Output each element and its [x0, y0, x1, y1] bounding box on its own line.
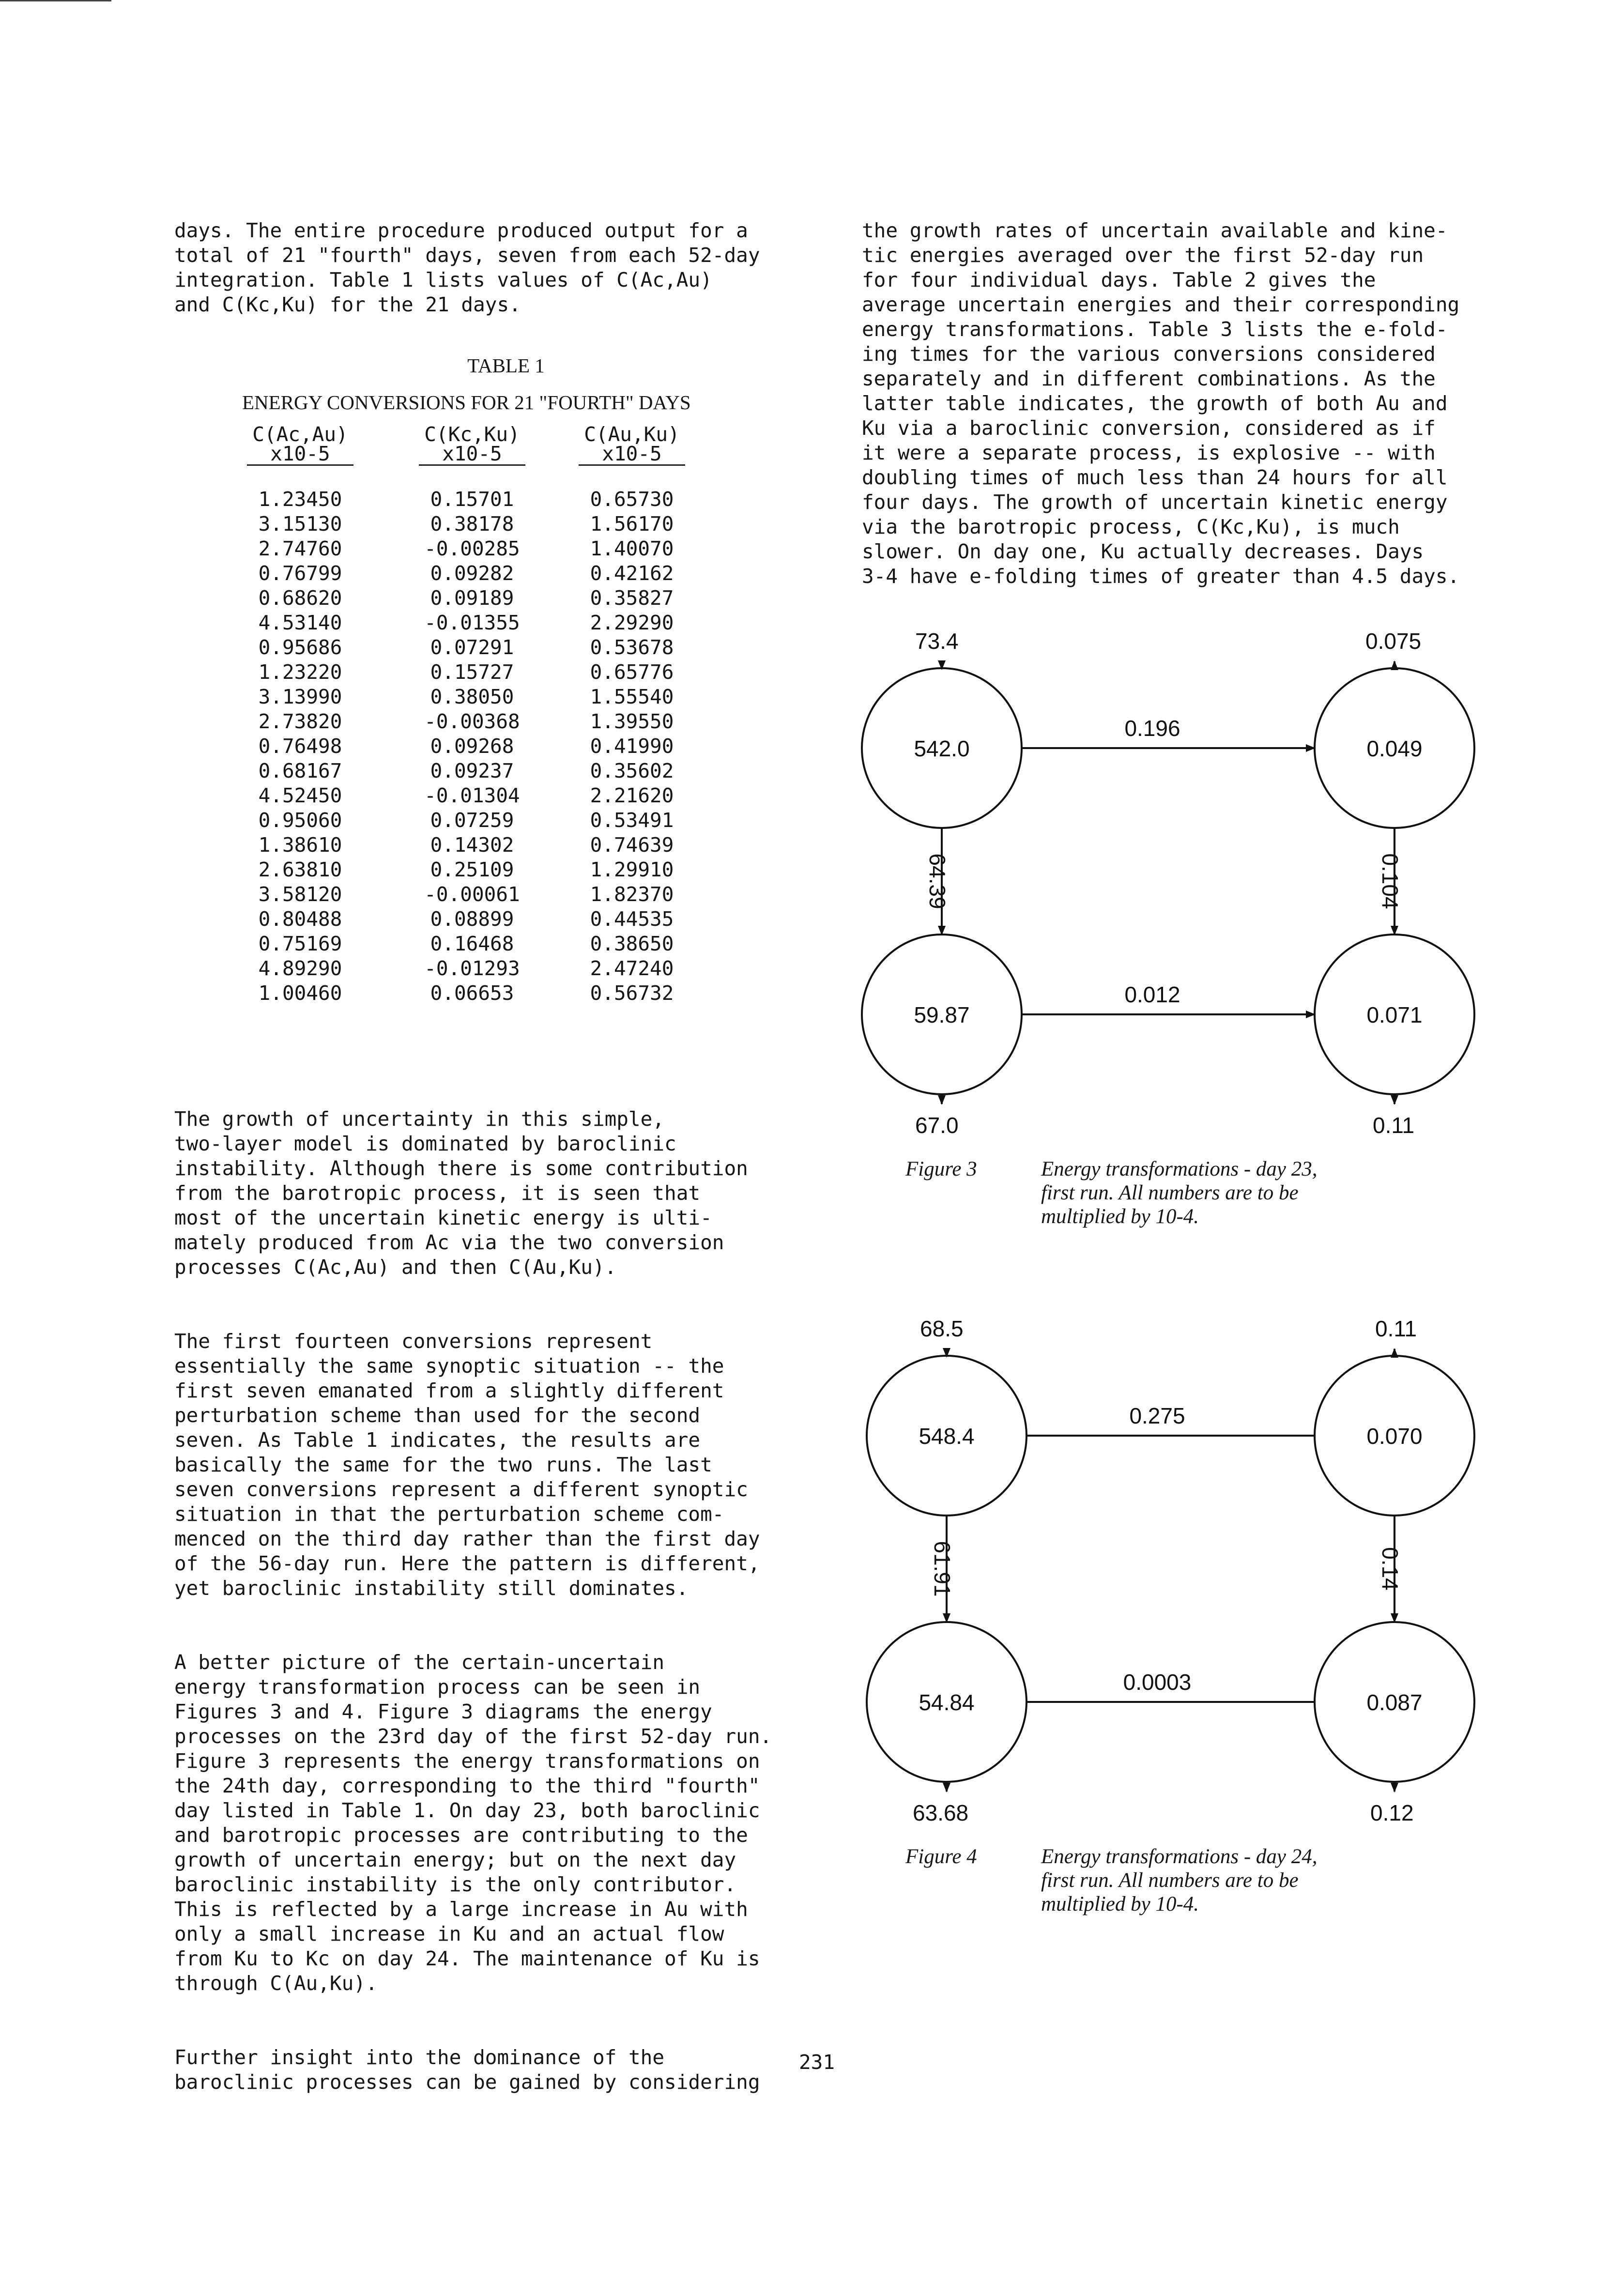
column-scale: x10-5 — [602, 442, 662, 465]
table-cell: 2.29290 — [590, 611, 674, 634]
figure-3 — [857, 620, 1486, 1264]
table-cell: 0.53678 — [590, 636, 674, 659]
table-cell: 0.09189 — [430, 586, 514, 610]
left-paragraph-1: days. The entire procedure produced output for a total of 21 "fourth" days, seven from each 52-day integration. Table 1 lists values of C(Ac,Au) and C(Kc,Ku) for the 21 days. — [174, 219, 760, 316]
left-conversion-value: 61.91 — [930, 1541, 955, 1597]
table-column-auku — [579, 425, 685, 1006]
table-cell: 0.07291 — [430, 636, 514, 659]
table-cell: 2.47240 — [590, 957, 674, 980]
table-cell: 0.25109 — [430, 858, 514, 881]
table-cell: 0.76498 — [258, 735, 342, 758]
table-cell: 0.09268 — [430, 735, 514, 758]
table-cell: 0.16468 — [430, 932, 514, 955]
table-cell: 0.38050 — [430, 685, 514, 708]
table-caption: TABLE 1 — [467, 354, 545, 377]
table-cell: 1.00460 — [258, 981, 342, 1005]
table-cell: 0.53491 — [590, 809, 674, 832]
figure-4-label: Figure 4 — [905, 1845, 977, 1868]
table-cell: 0.06653 — [430, 981, 514, 1005]
table-cell: 1.39550 — [590, 710, 674, 733]
table-title: ENERGY CONVERSIONS FOR 21 "FOURTH" DAYS — [242, 391, 691, 414]
table-cell: 0.74639 — [590, 833, 674, 857]
table-cell: 1.29910 — [590, 858, 674, 881]
table-cell: 4.53140 — [258, 611, 342, 634]
left-conversion-value: 64.39 — [925, 853, 950, 909]
page-number: 231 — [799, 2051, 835, 2074]
table-cell: 0.14302 — [430, 833, 514, 857]
left-paragraph-4: A better picture of the certain-uncertain energy transformation process can be seen in Figures 3 and 4. Figure 3 diagrams the energy processes on the 23rd day of the first 52-day run. Figure 3 represents the energy transformations on the 24th day, corresponding to the third "fourth" day listed in Table 1. On day 23, both baroclinic and barotropic processes are contributing to the growth of uncertain energy; but on the next day baroclinic instability is the only contributor. This is reflected by a large increase in Au with only a small increase in Ku and an actual flow from Ku to Kc on day 24. The maintenance of Ku is through C(Au,Ku). — [174, 1651, 772, 1995]
table-cell: 4.89290 — [258, 957, 342, 980]
circle-tl-value: 542.0 — [914, 736, 970, 761]
bottom-left-value: 67.0 — [915, 1113, 959, 1138]
table-cell: 0.35602 — [590, 759, 674, 782]
table-cell: -0.00061 — [424, 883, 520, 906]
table-cell: 3.13990 — [258, 685, 342, 708]
bottom-conversion-value: 0.0003 — [1123, 1669, 1192, 1695]
circle-br-value: 0.087 — [1366, 1690, 1423, 1715]
figure-4 — [857, 1307, 1486, 1951]
table-cell: 1.56170 — [590, 512, 674, 536]
bottom-right-value: 0.12 — [1370, 1800, 1414, 1825]
figure-4-caption: Energy transformations - day 24, first run. All numbers are to be multiplied by 10-4. — [1041, 1845, 1318, 1915]
table-cell: 0.15727 — [430, 660, 514, 684]
figure-3-caption: Energy transformations - day 23, first run. All numbers are to be multiplied by 10-4. — [1041, 1158, 1318, 1228]
table-cell: 0.68167 — [258, 759, 342, 782]
circle-tl-value: 548.4 — [919, 1424, 975, 1449]
table-cell: 1.55540 — [590, 685, 674, 708]
table-cell: 0.38178 — [430, 512, 514, 536]
table-cell: 2.63810 — [258, 858, 342, 881]
top-left-value: 68.5 — [920, 1316, 964, 1341]
right-conversion-value: 0.104 — [1378, 853, 1403, 909]
column-values — [419, 487, 525, 1006]
right-paragraph-1: the growth rates of uncertain available and kine- tic energies averaged over the first 52-day run for four individual days. Table 2 gives the average uncertain energies and their corresponding energy transformations. Table 3 lists the e-fold- ing times for the various conversions considered separately and in different combinations. As the latter table indicates, the growth of both Au and Ku via a baroclinic conversion, considered as if it were a separate process, is explosive -- with doubling times of much less than 24 hours for all four days. The growth of uncertain kinetic energy via the barotropic process, C(Kc,Ku), is much slower. On day one, Ku actually decreases. Days 3-4 have e-folding times of greater than 4.5 days. — [862, 219, 1460, 588]
left-paragraph-3: The first fourteen conversions represent essentially the same synoptic situation -- the first seven emanated from a slightly different perturbation scheme than used for the second seven. As Table 1 indicates, the results are basically the same for the two runs. The last seven conversions represent a different synoptic situation in that the perturbation scheme com- menced on the third day rather than the first day of the 56-day run. Here the pattern is different, yet baroclinic instability still dominates. — [174, 1330, 760, 1600]
table-cell: 0.95060 — [258, 809, 342, 832]
table-cell: 0.09282 — [430, 562, 514, 585]
top-left-value: 73.4 — [915, 628, 959, 654]
table-cell: 2.73820 — [258, 710, 342, 733]
table-cell: 1.38610 — [258, 833, 342, 857]
table-cell: 2.21620 — [590, 784, 674, 807]
bottom-left-value: 63.68 — [913, 1800, 969, 1825]
table-cell: 3.58120 — [258, 883, 342, 906]
top-conversion-value: 0.196 — [1124, 716, 1180, 741]
column-scale: x10-5 — [442, 442, 502, 465]
table-cell: -0.01293 — [424, 957, 520, 980]
column-header: C(Ac,Au) — [252, 423, 348, 446]
left-column — [174, 194, 804, 342]
header-rule — [0, 0, 111, 1]
table-cell: -0.01304 — [424, 784, 520, 807]
table-cell: 0.75169 — [258, 932, 342, 955]
table-cell: 0.76799 — [258, 562, 342, 585]
column-header: C(Au,Ku) — [584, 423, 680, 446]
bottom-conversion-value: 0.012 — [1124, 982, 1180, 1007]
figure-3-label: Figure 3 — [905, 1158, 977, 1180]
bottom-right-value: 0.11 — [1373, 1113, 1415, 1138]
table-1 — [228, 353, 784, 1005]
table-cell: 1.23220 — [258, 660, 342, 684]
table-column-acau — [247, 425, 353, 1006]
top-right-value: 0.11 — [1375, 1316, 1417, 1341]
table-cell: 0.65730 — [590, 488, 674, 511]
left-paragraph-2: The growth of uncertainty in this simple, two-layer model is dominated by baroclinic instability. Although there is some contribution from the barotropic process, it is seen that most of the uncertain kinetic energy is ulti- mately produced from Ac via the two conversion processes C(Ac,Au) and then C(Au,Ku). — [174, 1107, 748, 1279]
circle-bl-value: 54.84 — [919, 1690, 975, 1715]
table-cell: 0.09237 — [430, 759, 514, 782]
table-cell: 0.42162 — [590, 562, 674, 585]
table-cell: 2.74760 — [258, 537, 342, 560]
table-cell: 0.44535 — [590, 907, 674, 931]
table-cell: 0.80488 — [258, 907, 342, 931]
circle-bl-value: 59.87 — [914, 1002, 970, 1027]
table-cell: 0.08899 — [430, 907, 514, 931]
table-cell: 3.15130 — [258, 512, 342, 536]
table-cell: -0.01355 — [424, 611, 520, 634]
left-paragraph-5: Further insight into the dominance of the baroclinic processes can be gained by considering — [174, 2046, 760, 2094]
circle-tr-value: 0.070 — [1366, 1424, 1423, 1449]
table-cell: 0.95686 — [258, 636, 342, 659]
table-cell: 0.56732 — [590, 981, 674, 1005]
top-conversion-value: 0.275 — [1129, 1403, 1185, 1428]
circle-tr-value: 0.049 — [1366, 736, 1423, 761]
right-column — [862, 194, 1506, 613]
table-cell: 1.40070 — [590, 537, 674, 560]
table-cell: 4.52450 — [258, 784, 342, 807]
column-scale: x10-5 — [270, 442, 330, 465]
table-cell: 0.41990 — [590, 735, 674, 758]
table-cell: -0.00285 — [424, 537, 520, 560]
table-column-kcku — [419, 425, 525, 1006]
table-cell: 0.65776 — [590, 660, 674, 684]
table-cell: 1.82370 — [590, 883, 674, 906]
column-header: C(Kc,Ku) — [424, 423, 520, 446]
column-values — [247, 487, 353, 1006]
top-right-value: 0.075 — [1365, 628, 1422, 654]
left-column-lower — [174, 1082, 804, 2119]
table-cell: 0.07259 — [430, 809, 514, 832]
circle-br-value: 0.071 — [1366, 1002, 1423, 1027]
table-cell: 0.38650 — [590, 932, 674, 955]
right-conversion-value: 0.14 — [1378, 1547, 1403, 1591]
table-cell: 0.15701 — [430, 488, 514, 511]
table-cell: 0.35827 — [590, 586, 674, 610]
table-cell: -0.00368 — [424, 710, 520, 733]
table-cell: 0.68620 — [258, 586, 342, 610]
table-cell: 1.23450 — [258, 488, 342, 511]
column-values — [579, 487, 685, 1006]
